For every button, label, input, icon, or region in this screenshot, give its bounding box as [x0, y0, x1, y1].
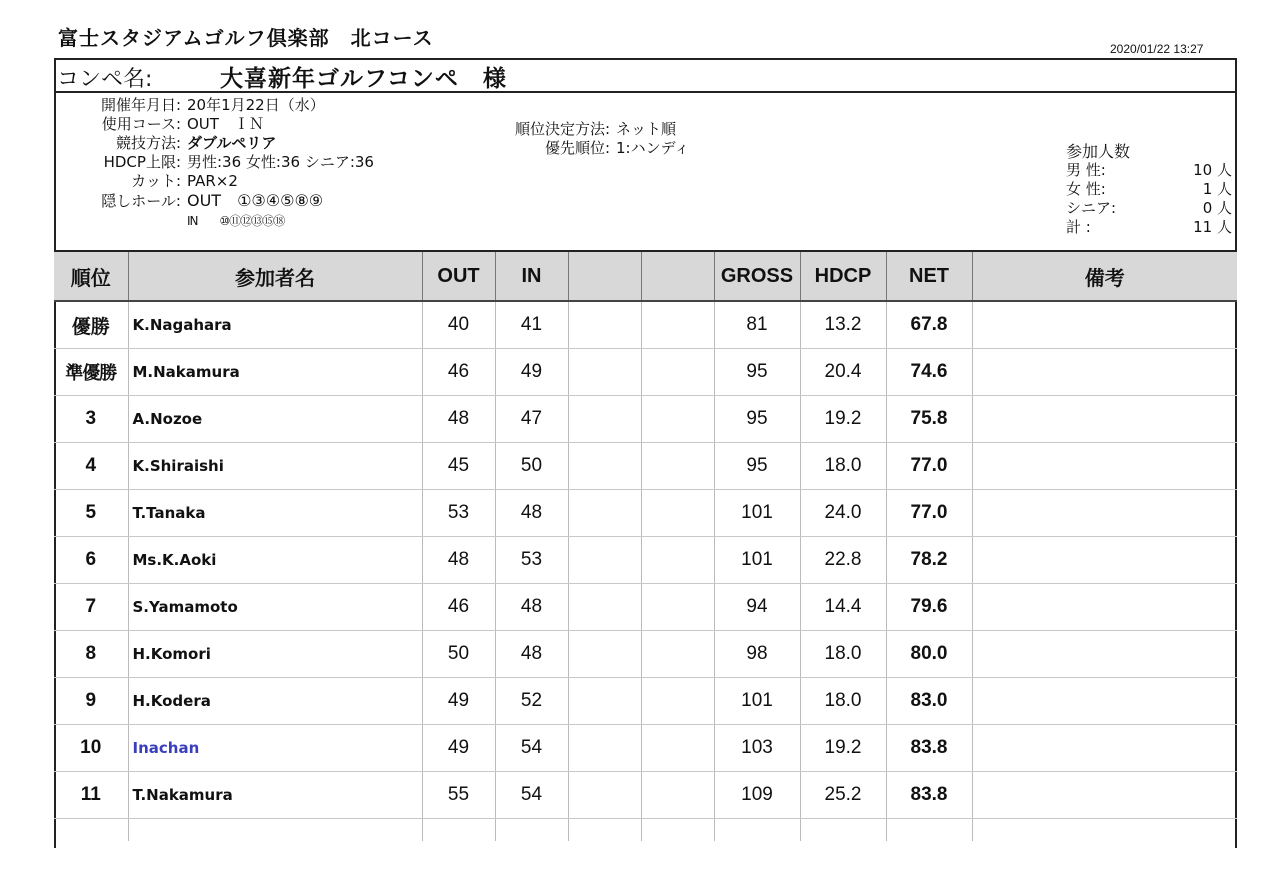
cell-blank: [568, 631, 641, 678]
cell-empty: [800, 819, 886, 842]
cell-hdcp: 19.2: [800, 725, 886, 772]
cell-blank: [641, 537, 714, 584]
cell-hdcp: 24.0: [800, 490, 886, 537]
cell-in: 52: [495, 678, 568, 725]
participant-count-title: 参加人数: [1066, 142, 1131, 161]
club-title: 富士スタジアムゴルフ倶楽部 北コース: [58, 26, 434, 50]
info-row-hidden-holes-in: IN ⑩⑪⑫⑬⑮⑱: [187, 214, 285, 228]
col-name: 参加者名: [128, 251, 422, 301]
table-row: [54, 772, 1237, 819]
printed-timestamp: 2020/01/22 13:27: [1110, 42, 1204, 56]
cell-name: Inachan: [128, 725, 422, 772]
cell-remarks: [972, 301, 1237, 349]
cell-in: 48: [495, 631, 568, 678]
cell-blank: [641, 678, 714, 725]
cell-empty: [641, 819, 714, 842]
cell-net: 83.8: [886, 725, 972, 772]
cell-blank: [568, 678, 641, 725]
cell-blank: [568, 725, 641, 772]
col-hdcp: HDCP: [800, 251, 886, 301]
table-row: [54, 584, 1237, 631]
cell-name: K.Shiraishi: [128, 443, 422, 490]
cell-net: 67.8: [886, 301, 972, 349]
info-row-date: 開催年月日: 20年1月22日（水）: [100, 96, 325, 114]
cell-empty: [714, 819, 800, 842]
cell-blank: [568, 396, 641, 443]
cell-out: 50: [422, 631, 495, 678]
cell-name: H.Komori: [128, 631, 422, 678]
col-blank-2: [641, 251, 714, 301]
col-gross: GROSS: [714, 251, 800, 301]
cell-remarks: [972, 396, 1237, 443]
cell-hdcp: 14.4: [800, 584, 886, 631]
cell-blank: [568, 490, 641, 537]
cell-rank: 4: [54, 443, 128, 490]
cell-rank: 11: [54, 772, 128, 819]
cell-empty: [972, 819, 1237, 842]
cell-remarks: [972, 537, 1237, 584]
cell-gross: 103: [714, 725, 800, 772]
cell-rank: 優勝: [54, 301, 128, 349]
cell-net: 79.6: [886, 584, 972, 631]
cell-rank: 7: [54, 584, 128, 631]
table-row: [54, 537, 1237, 584]
cell-net: 83.8: [886, 772, 972, 819]
competition-name: 大喜新年ゴルフコンペ 様: [220, 66, 507, 92]
cell-in: 54: [495, 725, 568, 772]
cell-in: 53: [495, 537, 568, 584]
table-row: [54, 631, 1237, 678]
cell-blank: [568, 443, 641, 490]
table-row: [54, 396, 1237, 443]
cell-gross: 94: [714, 584, 800, 631]
col-out: OUT: [422, 251, 495, 301]
competition-label: コンペ名:: [57, 67, 153, 92]
cell-in: 54: [495, 772, 568, 819]
cell-blank: [568, 537, 641, 584]
cell-gross: 101: [714, 537, 800, 584]
cell-out: 40: [422, 301, 495, 349]
info-row-course: 使用コース: OUT ＩＮ: [101, 115, 264, 133]
cell-out: 46: [422, 584, 495, 631]
cell-hdcp: 18.0: [800, 678, 886, 725]
cell-gross: 95: [714, 396, 800, 443]
cell-blank: [641, 772, 714, 819]
event-info: [58, 96, 374, 231]
table-row: [54, 349, 1237, 396]
cell-remarks: [972, 490, 1237, 537]
cell-blank: [641, 631, 714, 678]
cell-name: M.Nakamura: [128, 349, 422, 396]
cell-gross: 101: [714, 490, 800, 537]
cell-empty: [886, 819, 972, 842]
cell-hdcp: 18.0: [800, 631, 886, 678]
cell-in: 50: [495, 443, 568, 490]
table-row: [54, 678, 1237, 725]
cell-empty: [568, 819, 641, 842]
cell-out: 45: [422, 443, 495, 490]
cell-empty: [422, 819, 495, 842]
cell-remarks: [972, 631, 1237, 678]
cell-name: H.Kodera: [128, 678, 422, 725]
cell-rank: 10: [54, 725, 128, 772]
cell-blank: [568, 301, 641, 349]
cell-rank: 8: [54, 631, 128, 678]
col-in: IN: [495, 251, 568, 301]
col-rank: 順位: [54, 251, 128, 301]
cell-out: 53: [422, 490, 495, 537]
table-row: [54, 490, 1237, 537]
cell-net: 75.8: [886, 396, 972, 443]
cell-in: 48: [495, 584, 568, 631]
cell-hdcp: 22.8: [800, 537, 886, 584]
cell-name: Ms.K.Aoki: [128, 537, 422, 584]
info-row-hidden-holes-out: 隠しホール: OUT ①③④⑤⑧⑨: [101, 191, 324, 210]
cell-hdcp: 13.2: [800, 301, 886, 349]
cell-blank: [641, 349, 714, 396]
cell-in: 48: [495, 490, 568, 537]
table-row-empty: [54, 819, 1237, 842]
cell-blank: [641, 584, 714, 631]
cell-rank: 準優勝: [54, 349, 128, 396]
info-row-ranking-method: 順位決定方法: ネット順: [514, 120, 677, 138]
cell-remarks: [972, 725, 1237, 772]
col-blank-1: [568, 251, 641, 301]
cell-remarks: [972, 678, 1237, 725]
cell-out: 48: [422, 396, 495, 443]
cell-out: 46: [422, 349, 495, 396]
ranking-info: [470, 120, 689, 158]
cell-net: 77.0: [886, 490, 972, 537]
cell-blank: [641, 725, 714, 772]
cell-net: 74.6: [886, 349, 972, 396]
cell-name: T.Nakamura: [128, 772, 422, 819]
cell-name: K.Nagahara: [128, 301, 422, 349]
cell-hdcp: 19.2: [800, 396, 886, 443]
cell-name: T.Tanaka: [128, 490, 422, 537]
cell-blank: [568, 584, 641, 631]
cell-in: 47: [495, 396, 568, 443]
cell-blank: [641, 490, 714, 537]
table-row: [54, 443, 1237, 490]
col-net: NET: [886, 251, 972, 301]
cell-net: 78.2: [886, 537, 972, 584]
participant-count: 参加人数 男 性: 10 人 女 性: 1 人 シニア: 0 人 計 : 11 人: [1066, 142, 1232, 236]
cell-name: A.Nozoe: [128, 396, 422, 443]
info-row-priority: 優先順位: 1:ハンディ: [544, 139, 690, 157]
cell-net: 77.0: [886, 443, 972, 490]
cell-hdcp: 25.2: [800, 772, 886, 819]
table-row: [54, 725, 1237, 772]
cell-gross: 98: [714, 631, 800, 678]
cell-remarks: [972, 349, 1237, 396]
cell-blank: [641, 443, 714, 490]
info-row-hdcp-limit: HDCP上限: 男性:36 女性:36 シニア:36: [103, 153, 374, 171]
cell-gross: 95: [714, 443, 800, 490]
cell-rank: 9: [54, 678, 128, 725]
cell-hdcp: 20.4: [800, 349, 886, 396]
cell-net: 80.0: [886, 631, 972, 678]
results-table: [54, 250, 1237, 841]
col-remarks: 備考: [972, 251, 1237, 301]
cell-out: 49: [422, 725, 495, 772]
cell-hdcp: 18.0: [800, 443, 886, 490]
cell-gross: 95: [714, 349, 800, 396]
cell-empty: [54, 819, 128, 842]
cell-remarks: [972, 772, 1237, 819]
cell-remarks: [972, 584, 1237, 631]
competition-row: [54, 60, 1237, 93]
cell-rank: 3: [54, 396, 128, 443]
cell-blank: [641, 396, 714, 443]
cell-empty: [128, 819, 422, 842]
cell-blank: [641, 301, 714, 349]
cell-rank: 5: [54, 490, 128, 537]
info-row-cut: カット: PAR×2: [131, 172, 238, 190]
cell-name: S.Yamamoto: [128, 584, 422, 631]
table-row: [54, 301, 1237, 349]
cell-in: 41: [495, 301, 568, 349]
cell-gross: 101: [714, 678, 800, 725]
cell-net: 83.0: [886, 678, 972, 725]
table-header: [54, 251, 1237, 301]
cell-gross: 109: [714, 772, 800, 819]
cell-gross: 81: [714, 301, 800, 349]
cell-blank: [568, 349, 641, 396]
cell-remarks: [972, 443, 1237, 490]
cell-out: 49: [422, 678, 495, 725]
cell-in: 49: [495, 349, 568, 396]
cell-empty: [495, 819, 568, 842]
cell-out: 55: [422, 772, 495, 819]
cell-out: 48: [422, 537, 495, 584]
cell-rank: 6: [54, 537, 128, 584]
info-row-format: 競技方法: ダブルペリア: [115, 134, 277, 152]
cell-blank: [568, 772, 641, 819]
